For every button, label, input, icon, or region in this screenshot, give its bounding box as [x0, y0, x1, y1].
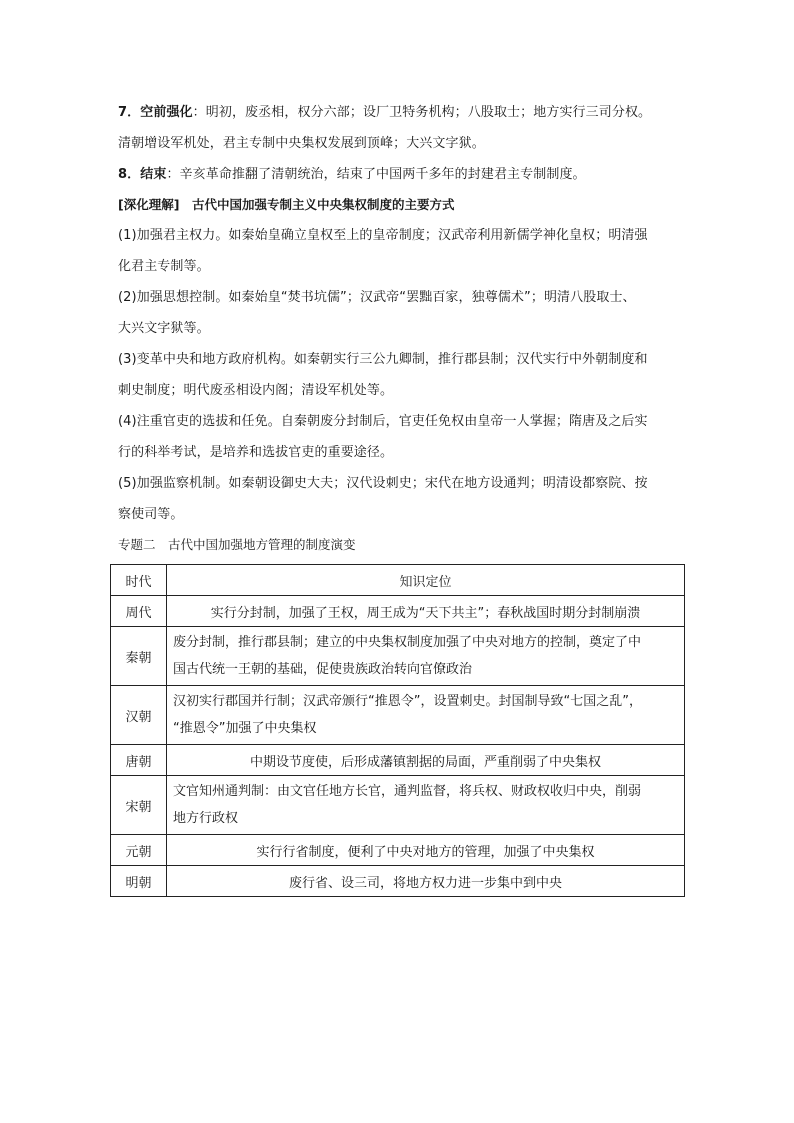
item-7-label: 7．空前强化 [118, 105, 193, 120]
table-header-row [111, 565, 685, 596]
row-era: 周代 [111, 596, 167, 627]
point-1-line-1: (1)加强君主权力。如秦始皇确立皇权至上的皇帝制度；汉武帝利用新儒学神化皇权；明清强 [118, 228, 648, 243]
item-7-text: ：明初，废丞相，权分六部；设厂卫特务机构；八股取士；地方实行三司分权。 [192, 105, 652, 120]
topic2-title: 专题二 古代中国加强地方管理的制度演变 [118, 537, 356, 552]
point-3-line-2: 刺史制度；明代废丞相设内阁；清设军机处等。 [118, 383, 394, 398]
row-line: 地方行政权 [173, 811, 239, 826]
point-5-line-2: 察使司等。 [118, 507, 184, 522]
row-era: 秦朝 [111, 627, 167, 686]
row-content [167, 776, 685, 835]
row-content: 实行行省制度，便利了中央对地方的管理，加强了中央集权 [167, 835, 685, 866]
header-knowledge: 知识定位 [167, 565, 685, 596]
point-1-line-2: 化君主专制等。 [118, 259, 210, 274]
table-row [111, 745, 685, 776]
table-row [111, 835, 685, 866]
row-line: 文官知州通判制：由文官任地方长官，通判监督，将兵权、财政权收归中央，削弱 [173, 784, 642, 799]
item-8-label: 8．结束 [118, 167, 167, 182]
table-row [111, 686, 685, 745]
row-content: 废行省、设三司，将地方权力进一步集中到中央 [167, 866, 685, 897]
table-row [111, 627, 685, 686]
item-7-cont: 清朝增设军机处，君主专制中央集权发展到顶峰；大兴文字狱。 [118, 136, 485, 151]
point-5-line-1: (5)加强监察机制。如秦朝设御史大夫；汉代设刺史；宋代在地方设通判；明清设都察院、按 [118, 476, 648, 491]
row-line: “推恩令”加强了中央集权 [173, 721, 317, 736]
row-era: 明朝 [111, 866, 167, 897]
row-content [167, 627, 685, 686]
row-line: 废分封制，推行郡县制；建立的中央集权制度加强了中央对地方的控制，奠定了中 [173, 635, 642, 650]
table-row [111, 866, 685, 897]
point-2-line-2: 大兴文字狱等。 [118, 321, 210, 336]
topic2-table [110, 564, 685, 897]
row-content [167, 686, 685, 745]
row-era: 唐朝 [111, 745, 167, 776]
point-2-line-1: (2)加强思想控制。如秦始皇“焚书坑儒”；汉武帝“罢黜百家，独尊儒术”；明清八股取士、 [118, 290, 636, 305]
row-era: 宋朝 [111, 776, 167, 835]
deepen-heading [118, 190, 686, 220]
header-era: 时代 [111, 565, 167, 596]
item-7 [118, 97, 686, 128]
row-content: 实行分封制，加强了王权，周王成为“天下共主”；春秋战国时期分封制崩溃 [167, 596, 685, 627]
point-4-line-1: (4)注重官吏的选拔和任免。自秦朝废分封制后，官吏任免权由皇帝一人掌握；隋唐及之后实 [118, 414, 648, 429]
deepen-title: 古代中国加强专制主义中央集权制度的主要方式 [179, 197, 455, 212]
row-content: 中期设节度使，后形成藩镇割据的局面，严重削弱了中央集权 [167, 745, 685, 776]
table-row [111, 596, 685, 627]
deepen-tag: [深化理解] [118, 197, 180, 212]
row-line: 汉初实行郡国并行制；汉武帝颁行“推恩令”，设置刺史。封国制导致“七国之乱”， [173, 694, 642, 709]
table-row [111, 776, 685, 835]
point-4-line-2: 行的科举考试，是培养和选拔官吏的重要途径。 [118, 445, 394, 460]
item-8-text: ：辛亥革命推翻了清朝统治，结束了中国两千多年的封建君主专制制度。 [166, 167, 586, 182]
row-era: 元朝 [111, 835, 167, 866]
document-content [118, 97, 686, 560]
item-8 [118, 159, 686, 190]
row-line: 国古代统一王朝的基础，促使贵族政治转向官僚政治 [173, 662, 473, 677]
row-era: 汉朝 [111, 686, 167, 745]
point-3-line-1: (3)变革中央和地方政府机构。如秦朝实行三公九卿制，推行郡县制；汉代实行中外朝制度和 [118, 352, 648, 367]
